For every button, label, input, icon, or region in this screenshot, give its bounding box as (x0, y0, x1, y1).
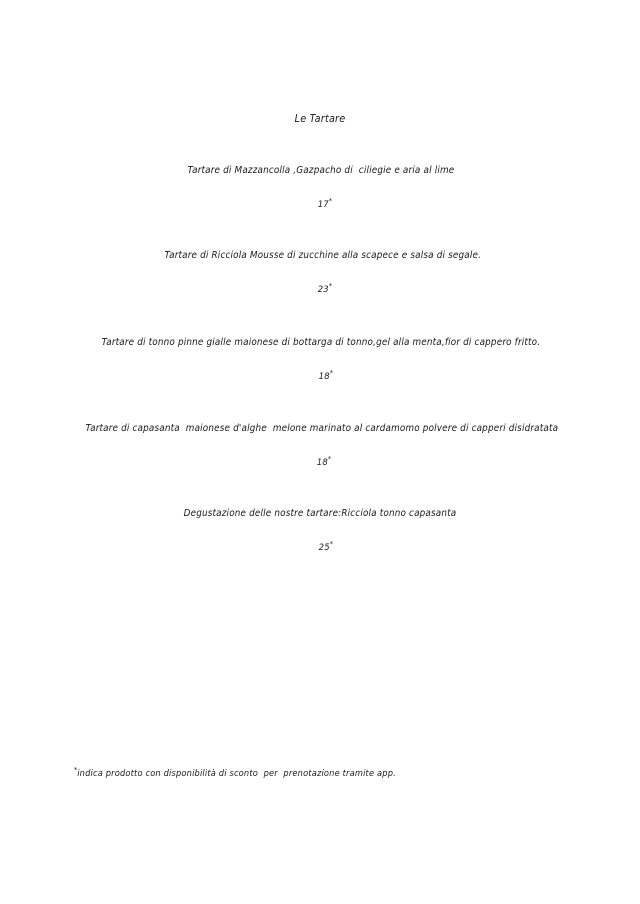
footnote (74, 764, 534, 781)
section-title: Le Tartare (294, 113, 346, 125)
price-value: 17 (317, 199, 329, 211)
menu-item-price (26, 182, 615, 224)
footnote-asterisk-icon: * (74, 766, 78, 774)
menu-item-name: Tartare di capasanta maionese d'alghe melone marinato al cardamomo polvere di capperi disidratata (85, 423, 559, 434)
menu-item-name: Tartare di Ricciola Mousse di zucchine alla scapece e salsa di segale. (164, 250, 482, 261)
menu-item-name: Tartare di Mazzancolla ,Gazpacho di ciliegie e aria al lime (187, 165, 455, 176)
price-asterisk-icon: * (328, 197, 333, 205)
price-value: 25 (318, 542, 330, 554)
price-asterisk-icon: * (327, 455, 332, 463)
menu-item (0, 422, 640, 482)
price-asterisk-icon: * (329, 540, 333, 548)
menu-item (0, 164, 640, 224)
price-value: 18 (318, 371, 330, 383)
menu-item-price (26, 267, 615, 309)
menu-item-price (26, 440, 615, 482)
footnote-text: indica prodotto con disponibilità di sconto per prenotazione tramite app. (77, 769, 396, 779)
price-value: 23 (317, 284, 329, 296)
menu-item-price (26, 354, 615, 396)
price-asterisk-icon: * (328, 282, 333, 290)
menu-item (0, 507, 640, 567)
menu-item (0, 336, 640, 396)
price-asterisk-icon: * (329, 369, 333, 377)
menu-item-name: Degustazione delle nostre tartare:Ricciola tonno capasanta (183, 508, 457, 519)
menu-item (0, 249, 640, 309)
price-value: 18 (316, 457, 328, 469)
menu-item-name: Tartare di tonno pinne gialle maionese di bottarga di tonno,gel alla menta,fior di cappero fritto. (101, 337, 541, 348)
menu-item-price (26, 525, 615, 567)
